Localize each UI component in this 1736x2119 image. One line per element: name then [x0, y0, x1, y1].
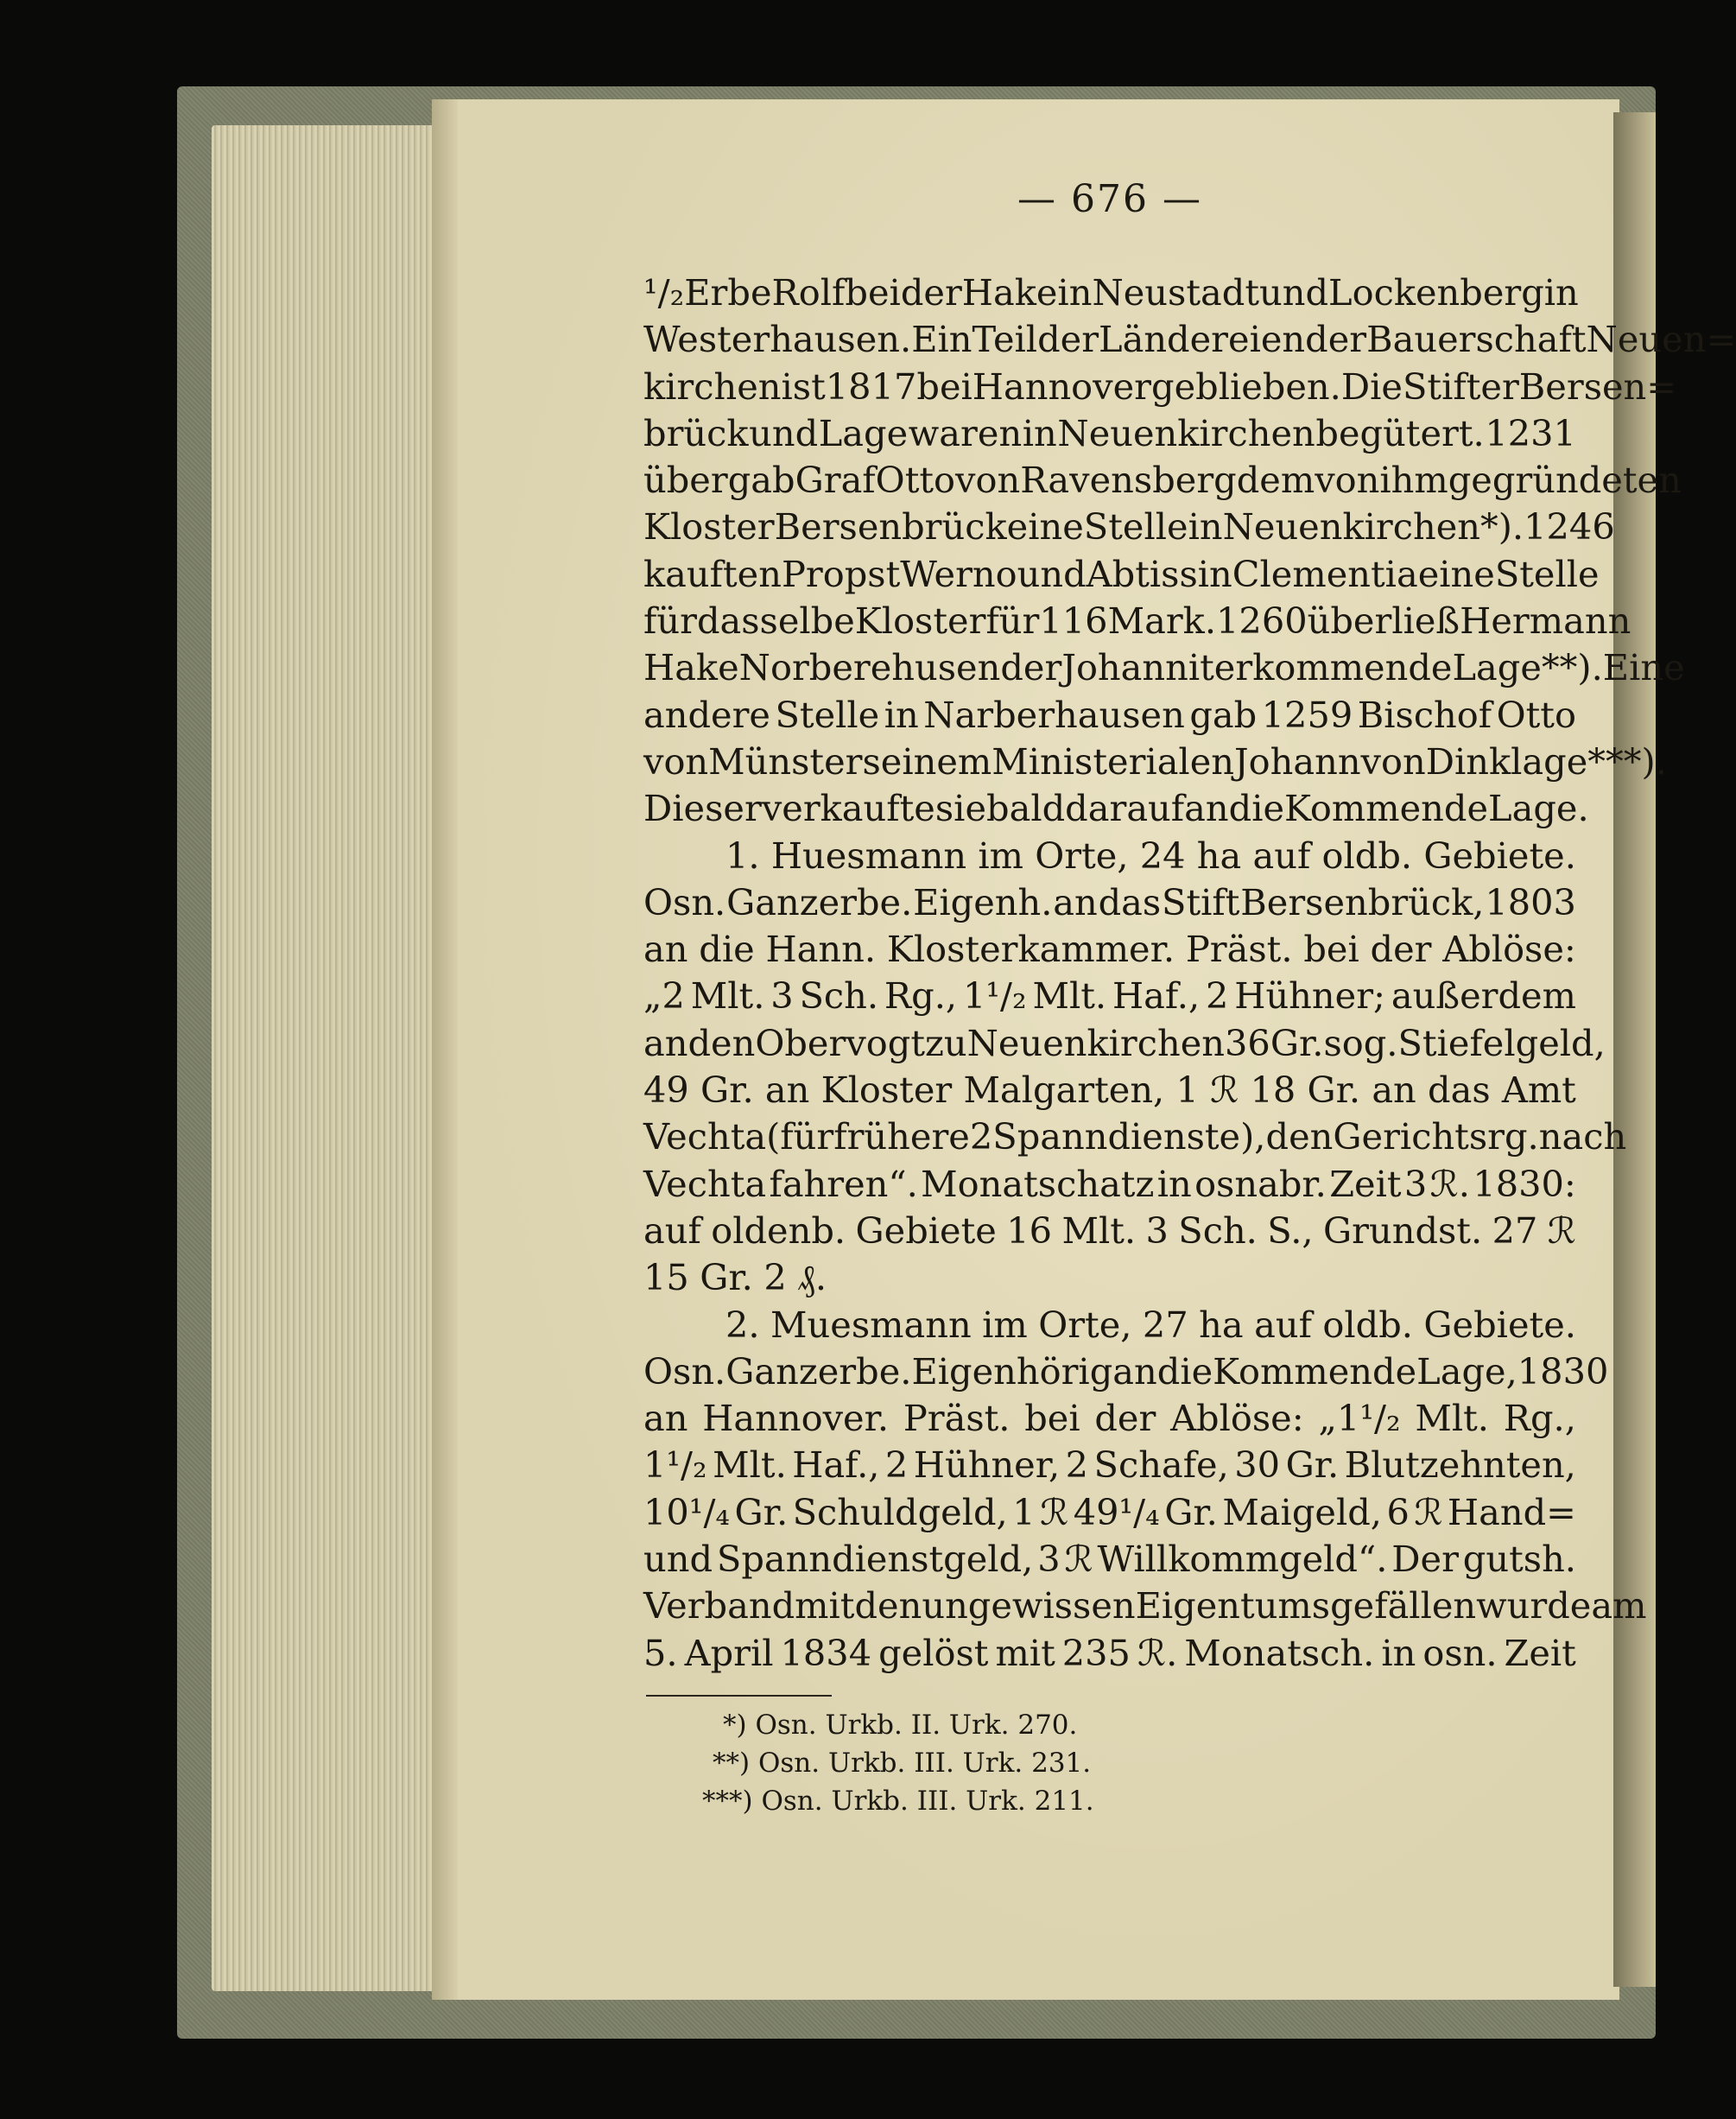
word: Gr. — [700, 1069, 754, 1112]
word: S., — [1267, 1209, 1314, 1252]
word: Neuen= — [1586, 318, 1736, 361]
word: Rg., — [1503, 1397, 1576, 1440]
word: oldenb. — [711, 1209, 846, 1252]
word: Grundst. — [1323, 1209, 1483, 1252]
word: Gr. — [1285, 1443, 1340, 1487]
word: 2 — [1065, 1443, 1089, 1487]
word: in — [1057, 271, 1093, 314]
word: Osn. — [643, 1349, 726, 1393]
word: „1¹/₂ — [1318, 1397, 1401, 1440]
body-line — [643, 270, 1579, 316]
word: 49¹/₄ — [1073, 1490, 1160, 1533]
word: in — [884, 693, 919, 736]
word: Lockenberg — [1328, 271, 1544, 314]
word: Muesmann — [770, 1303, 972, 1346]
word: auf — [643, 1209, 701, 1252]
word: „2 — [643, 974, 685, 1018]
word: an — [643, 928, 688, 971]
word: oldb. — [1322, 1303, 1413, 1346]
word: eine — [1417, 552, 1495, 595]
word: in — [1381, 1631, 1416, 1674]
word: den — [1265, 1115, 1334, 1158]
word: Hannover. — [702, 1397, 890, 1440]
word: an — [1184, 787, 1229, 830]
footnote-3: ***) Osn. Urkb. III. Urk. 211. — [702, 1786, 1094, 1817]
word: andere — [643, 693, 770, 736]
word: Kloster — [854, 600, 986, 643]
word: brück — [643, 411, 749, 454]
word: 16 — [1006, 1209, 1053, 1252]
word: mit — [795, 1584, 855, 1627]
word: nach — [1538, 1115, 1627, 1158]
word: eine — [1006, 505, 1084, 549]
word: Der — [1391, 1538, 1459, 1581]
word: die — [1228, 787, 1285, 830]
word: an — [764, 1069, 810, 1112]
word: 15 — [643, 1256, 689, 1299]
word: Gr. — [1307, 1069, 1361, 1112]
word: 3 — [1403, 1162, 1428, 1205]
word: Gr. — [1164, 1490, 1218, 1533]
word: gelöst — [878, 1631, 989, 1674]
word: gegründeten — [1448, 459, 1682, 502]
word: Gr. — [734, 1490, 789, 1533]
word: Hühner, — [913, 1443, 1061, 1487]
word: die — [699, 928, 755, 971]
word: Schuldgeld, — [792, 1490, 1008, 1533]
word: wurde — [1476, 1584, 1592, 1627]
word: Eigenh. — [913, 880, 1053, 923]
word: 1830 — [1517, 1349, 1609, 1393]
word: ¹/₂ — [643, 271, 685, 314]
word: ℛ. — [1429, 1162, 1470, 1205]
word: Kommende — [1284, 787, 1489, 830]
body-line — [643, 785, 1589, 832]
word: kauften — [643, 552, 782, 595]
body-line — [643, 598, 1631, 644]
word: Hake — [961, 271, 1058, 314]
body-line — [643, 1161, 1576, 1208]
word: bald — [986, 787, 1066, 830]
word: Norberehusen — [738, 646, 1001, 689]
word: gab — [1189, 693, 1258, 736]
word: 3 — [770, 974, 794, 1018]
word: ha — [1199, 1303, 1244, 1346]
word: 1¹/₂ — [962, 974, 1027, 1018]
word: bei — [845, 271, 901, 314]
word: 1803 — [1485, 880, 1576, 923]
word: Otto — [1496, 693, 1576, 736]
word: sog. — [1323, 1021, 1398, 1064]
word: Stifter — [1402, 365, 1519, 408]
body-line — [643, 364, 1677, 410]
word: in — [1022, 411, 1057, 454]
word: den — [854, 1584, 922, 1627]
word: 5. — [643, 1631, 678, 1674]
word: Ravensberg — [1020, 459, 1237, 502]
word: Lage — [818, 411, 909, 454]
word: Hühner; — [1234, 974, 1386, 1018]
word: Zeit — [1504, 1631, 1576, 1674]
word: Mlt. — [1061, 1209, 1137, 1252]
word: ℛ — [1064, 1538, 1093, 1581]
word: an — [643, 1021, 688, 1064]
body-line — [643, 1630, 1576, 1677]
word: Sch. — [799, 974, 879, 1018]
word: Haf., — [792, 1443, 880, 1487]
word: von — [643, 739, 709, 783]
word: Ganzerbe. — [725, 1349, 912, 1393]
word: 49 — [643, 1069, 689, 1112]
body-line — [643, 551, 1600, 598]
word: Bauerschaft — [1366, 318, 1587, 361]
word: Schafe, — [1093, 1443, 1229, 1487]
word: Erbe — [684, 271, 772, 314]
word: 1. — [725, 834, 760, 877]
word: Bersenbrück — [774, 505, 1007, 549]
word: 2. — [725, 1303, 760, 1346]
word: 1817 — [825, 365, 917, 408]
word: Rg., — [884, 974, 958, 1018]
word: Johann — [1234, 739, 1361, 783]
word: bei — [916, 365, 973, 408]
body-line — [643, 1254, 1576, 1301]
word: Gr. — [700, 1256, 753, 1299]
word: Bersenbrück, — [1240, 880, 1485, 923]
word: Stelle — [775, 693, 880, 736]
word: ungewissen — [922, 1584, 1136, 1627]
body-line — [643, 316, 1736, 363]
body-line — [643, 644, 1685, 691]
word: 27 — [1142, 1303, 1188, 1346]
word: 116 — [1039, 600, 1108, 643]
word: 1246 — [1524, 505, 1615, 549]
word: 1259 — [1261, 693, 1353, 736]
body-line — [643, 1348, 1609, 1395]
word: Monatsch. — [1184, 1631, 1375, 1674]
word: Obervogt — [755, 1021, 926, 1064]
word: Willkommgeld“. — [1097, 1538, 1388, 1581]
word: Mlt. — [690, 974, 765, 1018]
word: darauf — [1065, 787, 1185, 830]
word: Kommende — [1213, 1349, 1417, 1393]
word: April — [684, 1631, 774, 1674]
footnotes — [643, 1706, 1421, 1820]
word: Otto — [875, 459, 956, 502]
word: Mark. — [1107, 600, 1217, 643]
word: mit — [995, 1631, 1055, 1674]
word: 2 — [763, 1256, 787, 1299]
body-line — [643, 926, 1576, 973]
word: Werno — [900, 552, 1017, 595]
word: 1 — [1012, 1490, 1036, 1533]
word: ℛ — [1210, 1069, 1239, 1112]
body-line — [643, 692, 1576, 739]
word: Clementia — [1232, 552, 1418, 595]
word: kirchen — [643, 365, 782, 408]
word: 18 — [1250, 1069, 1296, 1112]
word: 10¹/₄ — [643, 1490, 731, 1533]
word: in — [1188, 505, 1223, 549]
word: Eine — [1602, 646, 1685, 689]
word: Neuenkirchen — [966, 1021, 1226, 1064]
word: ℛ — [1040, 1490, 1069, 1533]
word: 6 — [1386, 1490, 1410, 1533]
word: 235 — [1061, 1631, 1131, 1674]
word: an — [1053, 880, 1098, 923]
word: Neuenkirchen*). — [1222, 505, 1524, 549]
word: Spanndienstgeld, — [716, 1538, 1034, 1581]
word: im — [978, 834, 1023, 877]
word: Ministerialen — [992, 739, 1234, 783]
word: der — [1000, 646, 1062, 689]
body-line — [643, 504, 1615, 550]
word: Stelle — [1494, 552, 1600, 595]
word: begütert. — [1315, 411, 1485, 454]
word: Bischof — [1357, 693, 1492, 736]
footnote-2: **) Osn. Urkb. III. Urk. 231. — [713, 1748, 1092, 1779]
word: Hand= — [1447, 1490, 1576, 1533]
word: Stift — [1162, 880, 1240, 923]
word: von — [955, 459, 1021, 502]
word: dasselbe — [696, 600, 855, 643]
word: am — [1591, 1584, 1647, 1627]
word: verkaufte — [761, 787, 935, 830]
page-number: — 676 — — [1017, 177, 1202, 221]
footnote-rule — [646, 1695, 832, 1697]
word: 1¹/₂ — [643, 1443, 707, 1487]
page-gutter — [432, 99, 458, 2000]
word: der — [1370, 928, 1432, 971]
word: 1834 — [780, 1631, 872, 1674]
word: zu — [925, 1021, 967, 1064]
body-line — [643, 1208, 1576, 1254]
body-line — [643, 410, 1576, 457]
word: Propst — [781, 552, 901, 595]
word: Münster — [708, 739, 863, 783]
body-line — [643, 1536, 1576, 1583]
word: und — [1259, 271, 1329, 314]
word: geblieben. — [1151, 365, 1341, 408]
word: von — [1360, 739, 1426, 783]
word: Zeit — [1329, 1162, 1402, 1205]
word: übergab — [643, 459, 795, 502]
word: 1830: — [1473, 1162, 1576, 1205]
word: Mlt. — [1415, 1397, 1489, 1440]
word: osn. — [1422, 1631, 1498, 1674]
body-line — [643, 879, 1576, 926]
word: Gr. — [1270, 1021, 1324, 1064]
word: bei — [1303, 928, 1359, 971]
word: gutsh. — [1462, 1538, 1576, 1581]
body-line — [643, 1442, 1576, 1488]
word: im — [982, 1303, 1028, 1346]
word: 30 — [1234, 1443, 1281, 1487]
body-line — [643, 1489, 1576, 1536]
word: Narberhausen — [923, 693, 1185, 736]
body-line — [643, 457, 1682, 504]
word: in — [1156, 1162, 1192, 1205]
word: Gebiete — [855, 1209, 997, 1252]
word: Blutzehnten, — [1344, 1443, 1576, 1487]
word: den — [687, 1021, 756, 1064]
word: der — [1037, 318, 1099, 361]
word: Bersen= — [1518, 365, 1677, 408]
word: Ganzerbe. — [726, 880, 913, 923]
word: ℛ — [1414, 1490, 1443, 1533]
word: Lage, — [1416, 1349, 1517, 1393]
word: ihm — [1379, 459, 1448, 502]
body-line — [643, 1113, 1627, 1160]
word: Kloster — [820, 1069, 953, 1112]
word: der — [1094, 1397, 1156, 1440]
word: Lage. — [1488, 787, 1589, 830]
word: Vechta — [643, 1162, 767, 1205]
word: Gerichtsrg. — [1333, 1115, 1539, 1158]
word: Orte, — [1035, 834, 1129, 877]
word: Kloster — [643, 505, 775, 549]
word: ℛ — [1547, 1209, 1576, 1252]
word: Die — [1340, 365, 1403, 408]
word: Mlt. — [1032, 974, 1107, 1018]
word: das — [1428, 1069, 1491, 1112]
word: 36 — [1225, 1021, 1270, 1064]
word: Dinklage***). — [1425, 739, 1667, 783]
word: Osn. — [643, 880, 726, 923]
word: Amt — [1501, 1069, 1576, 1112]
word: von — [1315, 459, 1380, 502]
word: Gebiete. — [1423, 834, 1576, 877]
word: auf — [1254, 1303, 1312, 1346]
word: und — [1017, 552, 1087, 595]
body-line — [643, 1583, 1647, 1629]
body-line — [643, 1067, 1576, 1113]
word: 3 — [1037, 1538, 1061, 1581]
word: Graf — [795, 459, 876, 502]
body-line — [643, 973, 1576, 1019]
word: seinem — [862, 739, 992, 783]
footnote-1: *) Osn. Urkb. II. Urk. 270. — [723, 1710, 1078, 1741]
body-line — [643, 1020, 1606, 1067]
word: bei — [1024, 1397, 1080, 1440]
word: für — [643, 600, 697, 643]
word: auf — [1252, 834, 1311, 877]
word: der — [1305, 318, 1367, 361]
word: dem — [1236, 459, 1315, 502]
word: Neuenkirchen — [1057, 411, 1315, 454]
word: überließ — [1307, 600, 1460, 643]
body-line — [643, 833, 1576, 879]
body-line — [643, 739, 1667, 785]
word: 2 — [1206, 974, 1229, 1018]
word: Lage**). — [1452, 646, 1603, 689]
word: 1231 — [1485, 411, 1576, 454]
word: Dieser — [643, 787, 762, 830]
word: fahren“. — [769, 1162, 918, 1205]
word: der — [900, 271, 962, 314]
word: Gebiete. — [1423, 1303, 1576, 1346]
word: und — [643, 1538, 713, 1581]
word: Hake — [643, 646, 739, 689]
word: Orte, — [1038, 1303, 1132, 1346]
word: Huesmann — [770, 834, 967, 877]
word: Johanniterkommende — [1061, 646, 1453, 689]
word: Eigentumsgefällen — [1135, 1584, 1477, 1627]
word: 3 — [1145, 1209, 1169, 1252]
word: Präst. — [903, 1397, 1011, 1440]
word: 1 — [1175, 1069, 1199, 1112]
word: Abtissin — [1086, 552, 1232, 595]
word: und — [749, 411, 819, 454]
word: Stiefelgeld, — [1397, 1021, 1606, 1064]
word: Ländereien — [1099, 318, 1306, 361]
word: (für — [766, 1115, 834, 1158]
word: oldb. — [1321, 834, 1413, 877]
word: 24 — [1139, 834, 1186, 877]
word: ha — [1196, 834, 1242, 877]
word: für — [985, 600, 1040, 643]
word: in — [1543, 271, 1579, 314]
word: 27 — [1492, 1209, 1538, 1252]
word: Sch. — [1178, 1209, 1258, 1252]
word: ist — [781, 365, 826, 408]
word: ℛ. — [1137, 1631, 1178, 1674]
word: frühere — [833, 1115, 970, 1158]
word: die — [1156, 1349, 1213, 1393]
word: Klosterkammer. — [886, 928, 1175, 971]
word: Stelle — [1083, 505, 1188, 549]
body-text — [643, 270, 1736, 1677]
word: außerdem — [1391, 974, 1576, 1018]
page-edges — [212, 125, 445, 1991]
word: an — [1372, 1069, 1416, 1112]
word: sie — [935, 787, 987, 830]
word: Malgarten, — [963, 1069, 1165, 1112]
word: Hann. — [765, 928, 877, 971]
word: Teil — [972, 318, 1038, 361]
word: 1260 — [1216, 600, 1308, 643]
word: Spanndienste), — [992, 1115, 1266, 1158]
word: 2 — [969, 1115, 993, 1158]
word: Ein — [911, 318, 973, 361]
word: Präst. — [1185, 928, 1293, 971]
word: Ablöse: — [1442, 928, 1576, 971]
word: waren — [908, 411, 1023, 454]
word: Vechta — [643, 1115, 767, 1158]
word: Hermann — [1460, 600, 1631, 643]
word: Westerhausen. — [643, 318, 912, 361]
word: das — [1098, 880, 1162, 923]
word: ₰. — [797, 1256, 827, 1299]
word: Eigenhörig — [911, 1349, 1113, 1393]
word: Maigeld, — [1222, 1490, 1382, 1533]
word: an — [643, 1397, 688, 1440]
word: Mlt. — [713, 1443, 787, 1487]
word: an — [1112, 1349, 1157, 1393]
word: Rolf — [771, 271, 846, 314]
word: Neustadt — [1092, 271, 1259, 314]
word: Ablöse: — [1170, 1397, 1304, 1440]
word: Haf., — [1112, 974, 1201, 1018]
word: Hannover — [972, 365, 1152, 408]
body-line — [643, 1302, 1576, 1348]
word: 2 — [884, 1443, 909, 1487]
word: Verband — [643, 1584, 795, 1627]
word: Monatschatz — [921, 1162, 1155, 1205]
word: osnabr. — [1194, 1162, 1327, 1205]
body-line — [643, 1395, 1576, 1442]
